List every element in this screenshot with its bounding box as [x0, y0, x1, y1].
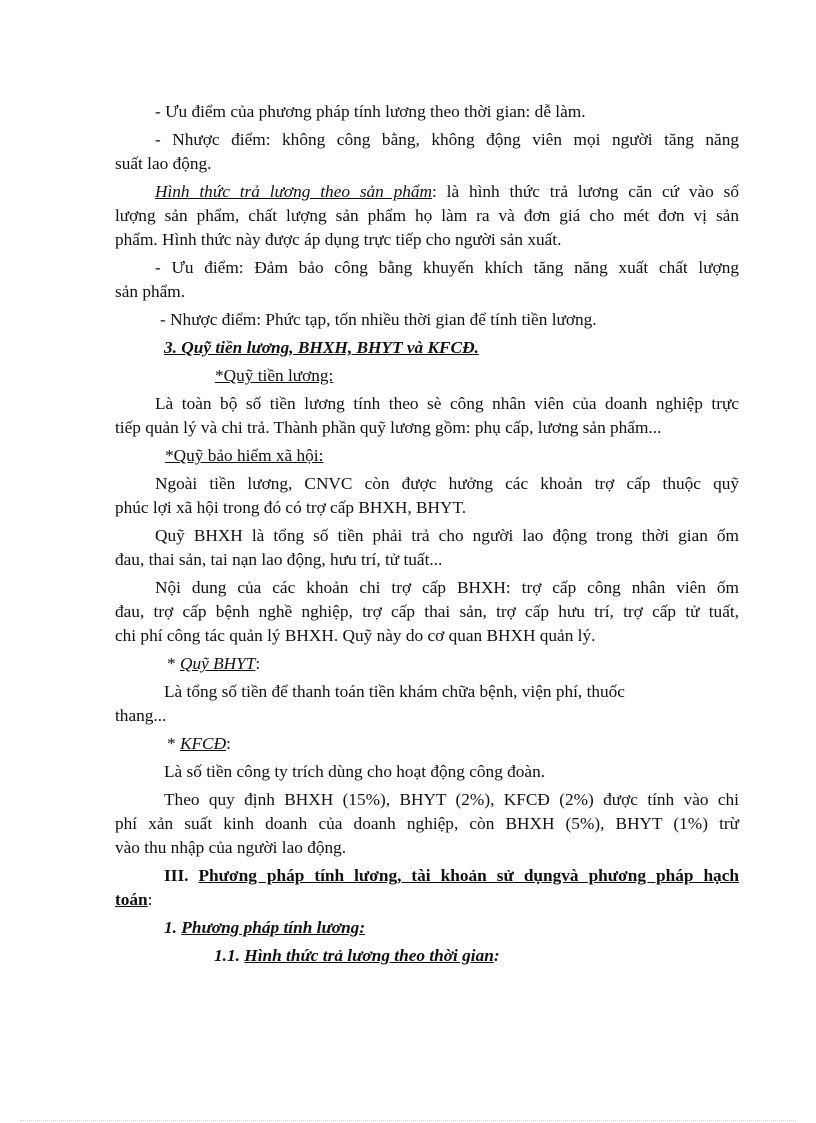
heading-number: 1.1.: [214, 946, 245, 965]
italic-term: Hình thức trả lương theo sản phẩm: [155, 182, 433, 201]
heading-text: Hình thức trả lương theo thời gian: [244, 946, 494, 965]
paragraph-line: phẩm. Hình thức này được áp dụng trực tiếp cho người sản xuất.: [115, 230, 562, 249]
colon: :: [493, 946, 500, 965]
paragraph-line: - Nhược điểm: không công bằng, không động viên mọi người tăng năng: [155, 130, 739, 149]
paragraph-line: phí xản suất kinh doanh của doanh nghiệp, còn BHXH (5%), BHYT (1%) trừ: [115, 814, 739, 833]
paragraph-line: Là tổng số tiền để thanh toán tiền khám chữa bệnh, viện phí, thuốc: [164, 682, 625, 701]
subsection-heading: [164, 917, 365, 939]
subheading: [167, 653, 260, 675]
paragraph-line: Nội dung của các khoản chi trợ cấp BHXH: trợ cấp công nhân viên ốm: [155, 578, 739, 597]
section-heading-continued: [115, 889, 152, 911]
heading-text: Phương pháp tính lương:: [181, 918, 366, 937]
heading-number: III.: [164, 866, 199, 885]
section-heading: [115, 865, 739, 887]
paragraph-line: đau, thai sản, tai nạn lao động, hưu trí, tử tuất...: [115, 550, 443, 569]
bullet-star: *: [167, 654, 180, 673]
subheading-text: KFCĐ: [179, 734, 227, 753]
paragraph-line: lượng sản phẩm, chất lượng sản phẩm họ làm ra và đơn giá cho mét đơn vị sản: [115, 206, 739, 225]
subheading: *Quỹ bảo hiểm xã hội:: [165, 446, 324, 465]
paragraph-line: Theo quy định BHXH (15%), BHYT (2%), KFCĐ (2%) được tính vào chi: [164, 790, 739, 809]
paragraph-line: - Ưu điểm: Đảm bảo công bằng khuyến khích tăng năng xuất chất lượng: [155, 258, 739, 277]
paragraph-line: thang...: [115, 706, 167, 725]
heading-text: Phương pháp tính lương, tài khoản sử dụngvà phương pháp hạch: [198, 866, 739, 885]
subheading: [167, 733, 231, 755]
paragraph-line: vào thu nhập của người lao động.: [115, 838, 347, 857]
paragraph-line: suất lao động.: [115, 154, 212, 173]
subheading: *Quỹ tiền lương:: [215, 366, 334, 385]
page-bottom-rule: [20, 1120, 796, 1121]
subheading-text: Quỹ BHYT: [179, 654, 256, 673]
subsection-heading: [214, 945, 500, 967]
paragraph-line: [115, 181, 739, 203]
paragraph-line: phúc lợi xã hội trong đó có trợ cấp BHXH, BHYT.: [115, 498, 467, 517]
paragraph-line: - Nhược điểm: Phức tạp, tốn nhiều thời gian để tính tiền lương.: [160, 310, 597, 329]
paragraph-line: Là số tiền công ty trích dùng cho hoạt động công đoàn.: [164, 762, 546, 781]
paragraph-text: : là hình thức trả lương căn cứ vào số: [432, 182, 739, 201]
paragraph-line: sản phẩm.: [115, 282, 186, 301]
colon: :: [255, 654, 261, 673]
paragraph-line: Quỹ BHXH là tổng số tiền phải trả cho người lao động trong thời gian ốm: [155, 526, 739, 545]
bullet-star: *: [167, 734, 180, 753]
section-heading: 3. Quỹ tiền lương, BHXH, BHYT và KFCĐ.: [164, 338, 479, 357]
heading-text: toán: [115, 890, 148, 909]
paragraph-line: chi phí công tác quản lý BHXH. Quỹ này do cơ quan BHXH quản lý.: [115, 626, 596, 645]
heading-number: 1.: [164, 918, 182, 937]
colon: :: [147, 890, 153, 909]
paragraph-line: Ngoài tiền lương, CNVC còn được hưởng các khoản trợ cấp thuộc quỹ: [155, 474, 739, 493]
paragraph-line: tiếp quản lý và chi trả. Thành phần quỹ lương gồm: phụ cấp, lương sản phẩm...: [115, 418, 662, 437]
colon: :: [226, 734, 231, 753]
paragraph-line: đau, trợ cấp bệnh nghề nghiệp, trợ cấp thai sản, trợ cấp hưu trí, trợ cấp tử tuất,: [115, 602, 739, 621]
paragraph-line: Là toàn bộ số tiền lương tính theo sè công nhân viên của doanh nghiệp trực: [155, 394, 739, 413]
paragraph-line: - Ưu điểm của phương pháp tính lương theo thời gian: dễ làm.: [155, 102, 586, 121]
